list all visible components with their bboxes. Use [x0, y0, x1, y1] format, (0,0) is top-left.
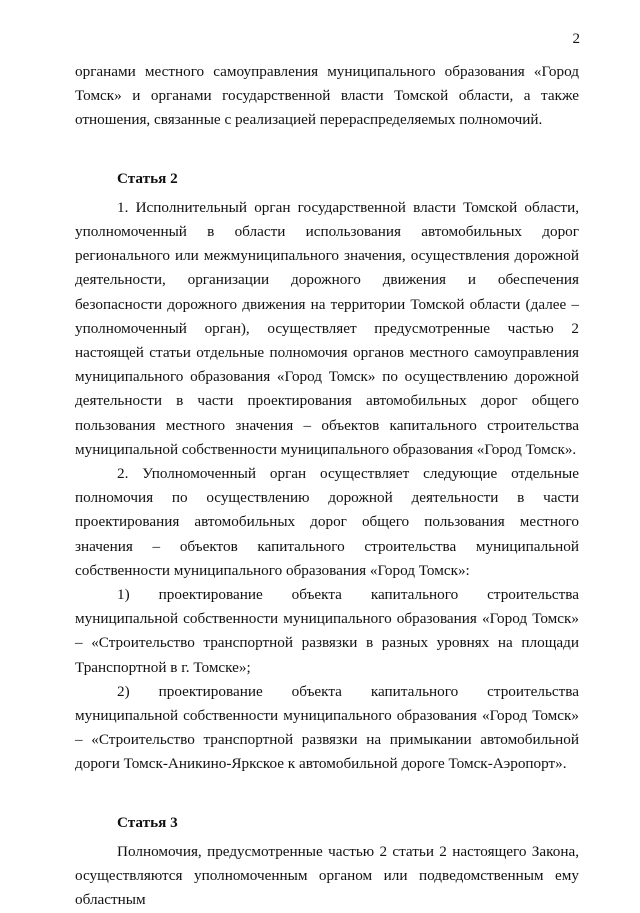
article-2-item-1: 1) проектирование объекта капитального строительства муниципальной собственности муниципального образования «Город Томск» – «Строительство транспортной развязки в разных уровнях на площади Транспортной в г. Томске»;: [75, 586, 579, 676]
article-2-item-2: 2) проектирование объекта капитального строительства муниципальной собственности муниципального образования «Город Томск» – «Строительство транспортной развязки на примыкании автомобильной дороги Томск-Аникино-Яркское к автомобильной дороге Томск-Аэропорт».: [75, 682, 579, 773]
spacer: [75, 777, 579, 811]
article-2-title: Статья 2: [117, 169, 178, 187]
article-2-paragraph-2: 2. Уполномоченный орган осуществляет следующие отдельные полномочия по осуществлению дорожной деятельности в части проектирования автомобильных дорог общего пользования местного значения – объектов капитального строительства муниципальной собственности муниципального образования «Город Томск»:: [75, 465, 579, 579]
article-2-paragraph-1: 1. Исполнительный орган государственной власти Томской области, уполномоченный в области использования автомобильных дорог регионального или межмуниципального значения, осуществления дорожной деятельности, организации дорожного движения и обеспечения безопасности дорожного движения на территории Томской области (далее – уполномоченный орган), осуществляет предусмотренные частью 2 настоящей статьи отдельные полномочия органов местного самоуправления муниципального образования «Город Томск» по осуществлению дорожной деятельности в части проектирования автомобильных дорог общего пользования местного значения – объектов капитального строительства муниципальной собственности муниципального образования «Город Томск».: [75, 198, 579, 458]
article-3-paragraph-1: Полномочия, предусмотренные частью 2 статьи 2 настоящего Закона, осуществляются уполномоченным органом или подведомственным ему областным: [75, 842, 579, 909]
article-3-title: Статья 3: [117, 813, 178, 831]
document-body: [75, 60, 579, 913]
intro-paragraph: органами местного самоуправления муниципального образования «Город Томск» и органами государственной власти Томской области, а также отношения, связанные с реализацией перераспределяемых полномочий.: [75, 63, 579, 129]
page-number: 2: [572, 31, 580, 47]
spacer: [75, 133, 579, 167]
